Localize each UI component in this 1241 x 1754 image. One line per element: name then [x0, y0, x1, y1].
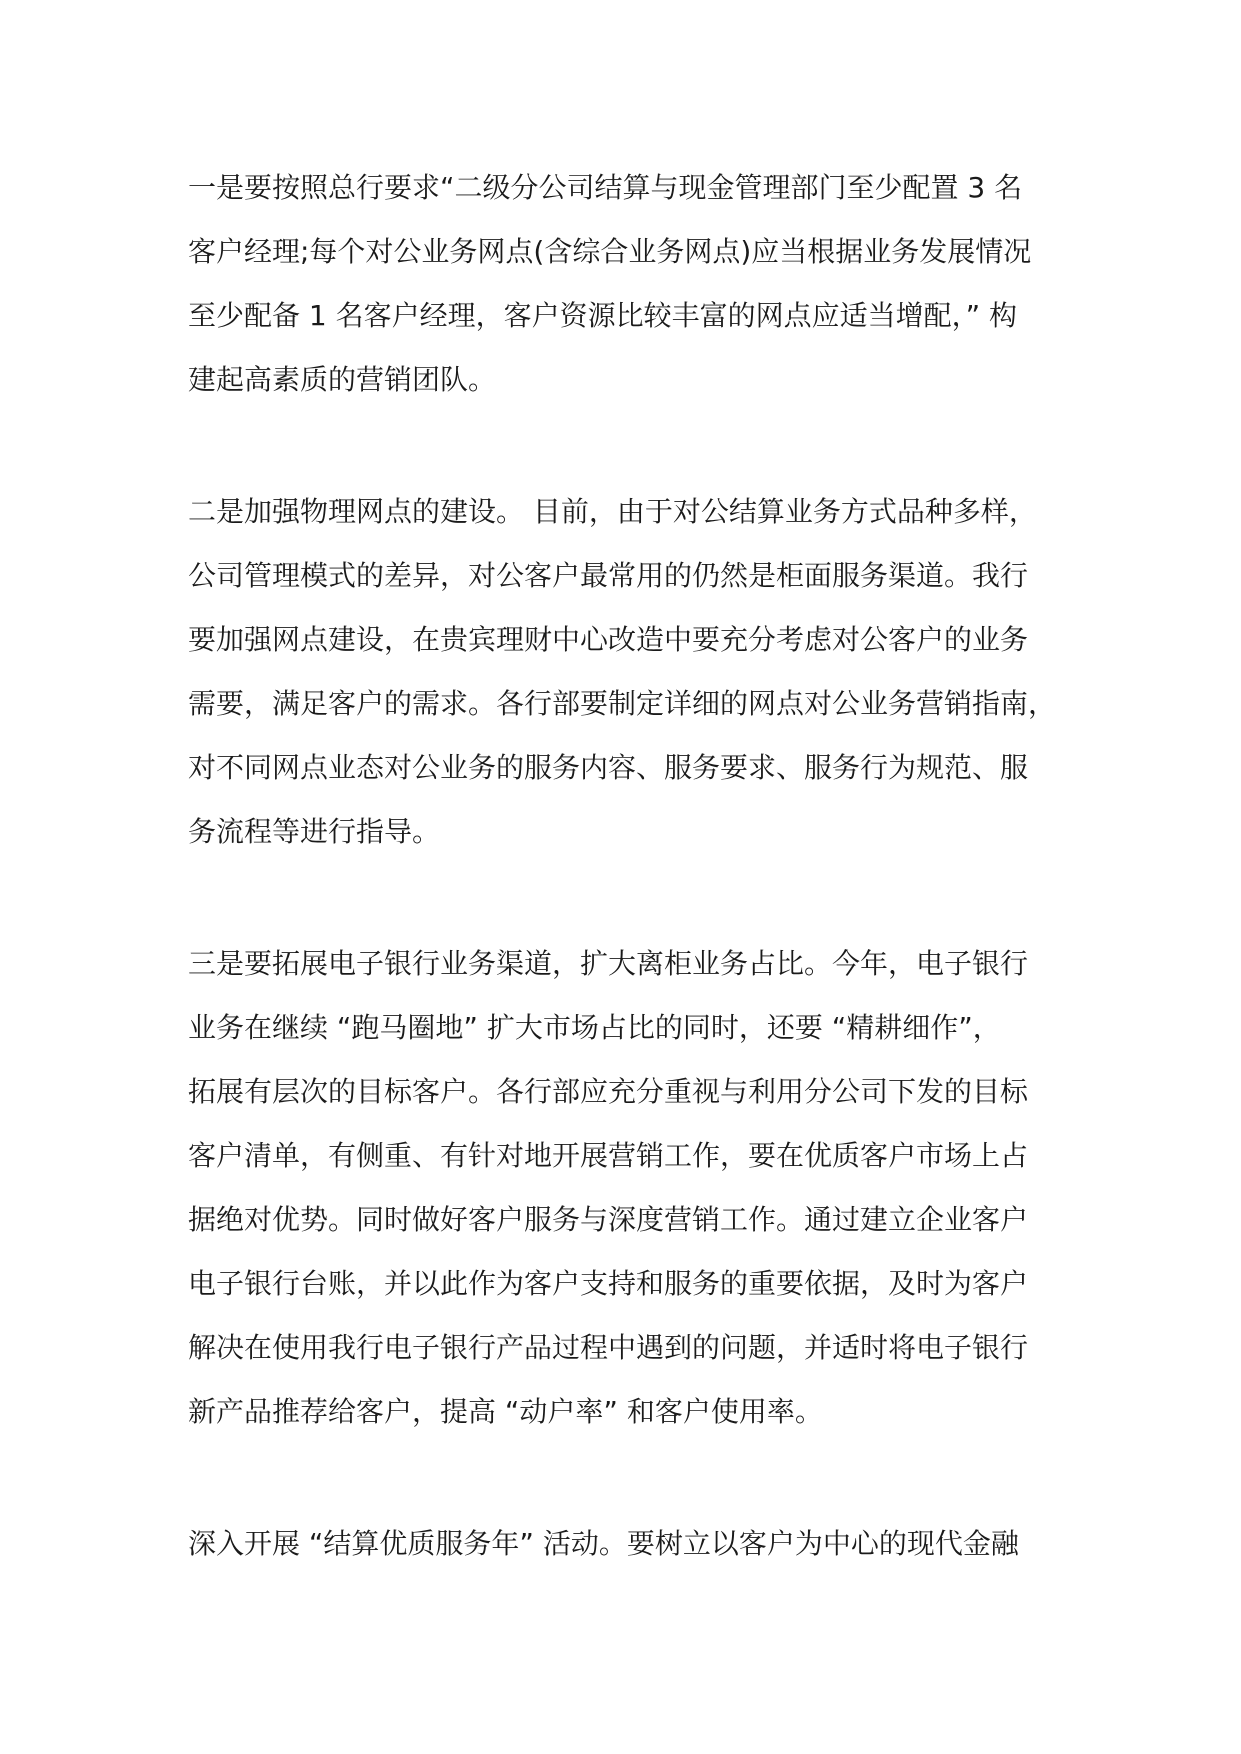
- text-line: 二是加强物理网点的建设。 目前，由于对公结算业务方式品种多样，: [188, 495, 1037, 528]
- text-line: 一是要按照总行要求“二级分公司结算与现金管理部门至少配置 3 名: [188, 171, 1023, 204]
- text-line: 务流程等进行指导。: [188, 815, 441, 848]
- paragraph-4: [188, 1512, 1088, 1576]
- text-line: 新产品推荐给客户，提高 “动户率” 和客户使用率。: [188, 1395, 823, 1428]
- document-body: [188, 156, 1088, 1644]
- text-line: 需要，满足客户的需求。各行部要制定详细的网点对公业务营销指南，: [188, 687, 1057, 720]
- text-line: 业务在继续 “跑马圈地” 扩大市场占比的同时，还要 “精耕细作”，: [188, 1011, 1001, 1044]
- text-line: 拓展有层次的目标客户。各行部应充分重视与利用分公司下发的目标: [188, 1075, 1029, 1108]
- text-line: 解决在使用我行电子银行产品过程中遇到的问题，并适时将电子银行: [188, 1331, 1029, 1364]
- paragraph-1: [188, 156, 1088, 412]
- text-line: 客户经理;每个对公业务网点(含综合业务网点)应当根据业务发展情况: [188, 235, 1032, 268]
- text-line: 电子银行台账，并以此作为客户支持和服务的重要依据，及时为客户: [188, 1267, 1029, 1300]
- text-line: 建起高素质的营销团队。: [188, 363, 497, 396]
- paragraph-3: [188, 932, 1088, 1444]
- text-line: 公司管理模式的差异，对公客户最常用的仍然是柜面服务渠道。我行: [188, 559, 1029, 592]
- text-line: 要加强网点建设，在贵宾理财中心改造中要充分考虑对公客户的业务: [188, 623, 1029, 656]
- text-line: 三是要拓展电子银行业务渠道，扩大离柜业务占比。今年，电子银行: [188, 947, 1029, 980]
- text-line: 至少配备 1 名客户经理，客户资源比较丰富的网点应适当增配，” 构: [188, 299, 1018, 332]
- text-line: 深入开展 “结算优质服务年” 活动。要树立以客户为中心的现代金融: [188, 1527, 1019, 1560]
- text-line: 据绝对优势。同时做好客户服务与深度营销工作。通过建立企业客户: [188, 1203, 1029, 1236]
- paragraph-2: [188, 480, 1088, 864]
- text-line: 客户清单，有侧重、有针对地开展营销工作，要在优质客户市场上占: [188, 1139, 1029, 1172]
- text-line: 对不同网点业态对公业务的服务内容、服务要求、服务行为规范、服: [188, 751, 1029, 784]
